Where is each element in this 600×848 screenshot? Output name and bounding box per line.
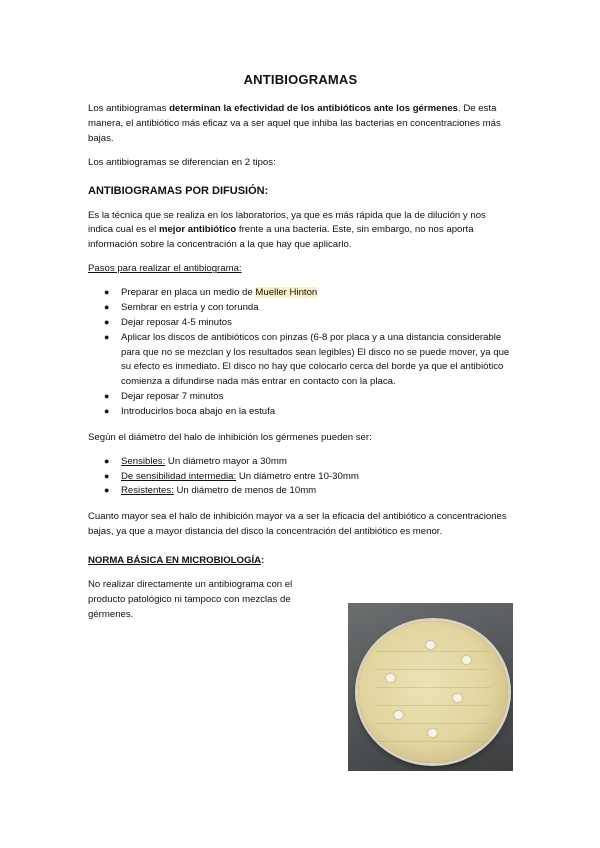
list-item xyxy=(88,484,513,499)
streak-line xyxy=(376,669,490,670)
norma-paragraph: No realizar directamente un antibiograma con el producto patológico ni tampoco con mezclas de gérmenes. xyxy=(88,578,293,620)
petri-dish-photo xyxy=(348,603,513,771)
list-item xyxy=(88,331,513,390)
step-text: Aplicar los discos de antibióticos con pinzas (6-8 por placa y a una distancia considerable para que no se mezclan y los resultados sean legibles) El disco no se puede mover, ya que su efecto es inmediato. El disco no hay que colocarlo cerca del borde ya que el antibiótico comienza a difundirse nada más entrar en contacto con la placa. xyxy=(121,331,510,388)
category-label: Resistentes: xyxy=(121,485,174,497)
conclusion-paragraph: Cuanto mayor sea el halo de inhibición mayor va a ser la eficacia del antibiótico a concentraciones bajas, ya que a mayor distancia del disco la concentración del antibiótico es menor. xyxy=(88,511,507,538)
types-intro: Los antibiogramas se diferencian en 2 tipos: xyxy=(88,156,276,168)
streak-line xyxy=(376,651,490,652)
step-text: Preparar en placa un medio de xyxy=(121,287,256,299)
difusion-bold: mejor antibiótico xyxy=(158,224,237,236)
bullet-icon: ● xyxy=(104,316,110,327)
intro-text-2: . De esta manera, el antibiótico más eficaz va a ser aquel que inhiba las bacterias en concentraciones más bajas. xyxy=(88,103,501,144)
category-text: Un diámetro entre 10-30mm xyxy=(236,470,359,482)
streak-line xyxy=(376,687,490,688)
bullet-icon: ● xyxy=(104,391,110,402)
bullet-icon: ● xyxy=(104,301,110,312)
norma-title-text: NORMA BÁSICA EN MICROBIOLOGÍA xyxy=(88,554,262,566)
bullet-icon: ● xyxy=(104,287,110,298)
bullet-icon: ● xyxy=(104,485,110,496)
norma-colon: : xyxy=(261,554,265,566)
intro-bold: determinan la efectividad de los antibióticos ante los gérmenes xyxy=(169,103,459,115)
list-item xyxy=(88,301,513,316)
difusion-text-1: Es la técnica que se realiza en los laboratorios, ya que es más rápida que la de dilución y nos indica cual es el xyxy=(88,209,486,236)
highlighted-text: Mueller Hinton xyxy=(255,287,318,299)
antibiotic-disk xyxy=(394,711,403,719)
petri-plate xyxy=(358,621,508,763)
streak-line xyxy=(376,723,490,724)
norma-title xyxy=(88,554,513,569)
list-item xyxy=(88,470,513,485)
bullet-icon: ● xyxy=(104,455,110,466)
intro-text-1: Los antibiogramas xyxy=(88,103,170,115)
step-text: Sembrar en estría y con torunda xyxy=(121,301,259,313)
bullet-icon: ● xyxy=(104,470,110,481)
streak-line xyxy=(376,741,490,742)
document-page xyxy=(88,70,513,631)
steps-title: Pasos para realizar el antibiograma: xyxy=(88,263,242,275)
intro-paragraph xyxy=(88,102,513,147)
streak-line xyxy=(376,705,490,706)
category-text: Un diámetro mayor a 30mm xyxy=(165,455,287,467)
bullet-icon: ● xyxy=(104,405,110,416)
list-item xyxy=(88,390,513,405)
steps-list xyxy=(88,286,513,420)
list-item xyxy=(88,286,513,301)
list-item xyxy=(88,316,513,331)
antibiotic-disk xyxy=(428,729,437,737)
antibiotic-disk xyxy=(453,694,462,702)
antibiotic-disk xyxy=(426,641,435,649)
section-title-difusion: ANTIBIOGRAMAS POR DIFUSIÓN: xyxy=(88,184,269,197)
bullet-icon: ● xyxy=(104,331,110,342)
difusion-text-2: frente a una bacteria. Este, sin embargo, no nos aporta información sobre la concentración a la que hay que aplicarlo. xyxy=(88,224,474,251)
step-text: Dejar reposar 7 minutos xyxy=(121,391,224,403)
category-label: Sensibles: xyxy=(121,455,166,467)
antibiotic-disk xyxy=(386,674,395,682)
list-item xyxy=(88,455,513,470)
category-text: Un diámetro de menos de 10mm xyxy=(173,485,317,497)
category-label: De sensibilidad intermedia: xyxy=(121,470,237,482)
difusion-paragraph xyxy=(88,209,513,254)
halo-intro: Según el diámetro del halo de inhibición los gérmenes pueden ser: xyxy=(88,431,372,443)
step-text: Dejar reposar 4-5 minutos xyxy=(121,316,232,328)
list-item xyxy=(88,405,513,420)
step-text: Introducirlos boca abajo en la estufa xyxy=(121,405,276,417)
categories-list xyxy=(88,455,513,500)
antibiotic-disk xyxy=(462,656,471,664)
page-title: ANTIBIOGRAMAS xyxy=(243,72,358,87)
